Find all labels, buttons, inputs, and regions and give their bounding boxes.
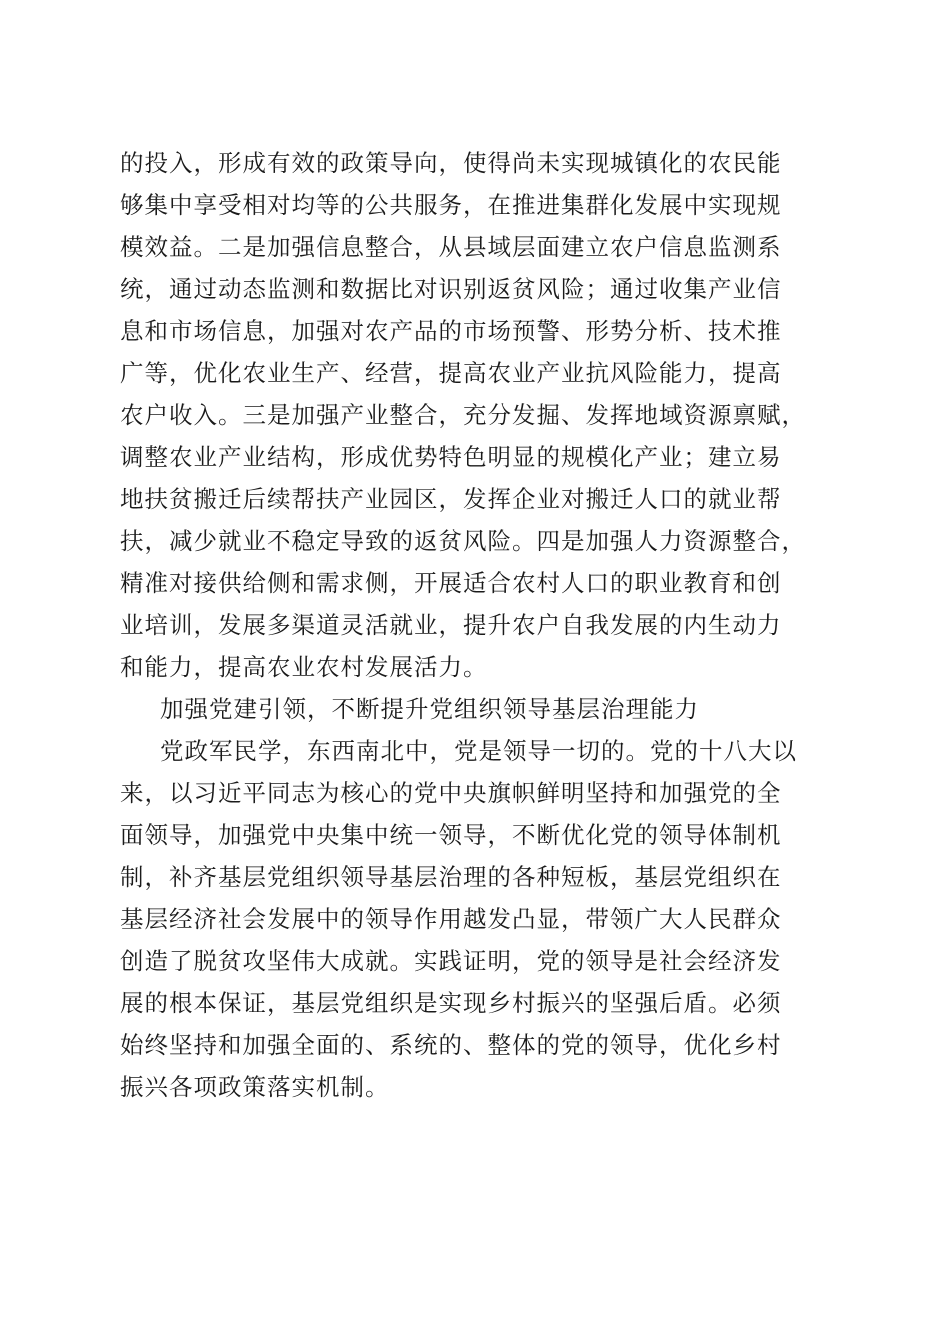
text-line: 展的根本保证，基层党组织是实现乡村振兴的坚强后盾。必须	[120, 989, 782, 1017]
text-line: 来，以习近平同志为核心的党中央旗帜鲜明坚持和加强党的全	[120, 779, 782, 807]
text-line: 始终坚持和加强全面的、系统的、整体的党的领导，优化乡村	[120, 1031, 782, 1059]
text-line: 广等，优化农业生产、经营，提高农业产业抗风险能力，提高	[120, 359, 782, 387]
text-line: 党政军民学，东西南北中，党是领导一切的。党的十八大以	[160, 737, 797, 765]
text-line: 振兴各项政策落实机制。	[120, 1073, 390, 1101]
text-line: 制，补齐基层党组织领导基层治理的各种短板，基层党组织在	[120, 863, 782, 891]
text-line: 统，通过动态监测和数据比对识别返贫风险；通过收集产业信	[120, 275, 782, 303]
text-line: 地扶贫搬迁后续帮扶产业园区，发挥企业对搬迁人口的就业帮	[120, 485, 782, 513]
text-line: 扶，减少就业不稳定导致的返贫风险。四是加强人力资源整合，	[120, 527, 806, 555]
section-heading: 加强党建引领，不断提升党组织领导基层治理能力	[160, 695, 699, 723]
text-line: 的投入，形成有效的政策导向，使得尚未实现城镇化的农民能	[120, 149, 782, 177]
text-line: 和能力，提高农业农村发展活力。	[120, 653, 488, 681]
text-line: 基层经济社会发展中的领导作用越发凸显，带领广大人民群众	[120, 905, 782, 933]
text-line: 农户收入。三是加强产业整合，充分发掘、发挥地域资源禀赋，	[120, 401, 806, 429]
text-line: 模效益。二是加强信息整合，从县域层面建立农户信息监测系	[120, 233, 782, 261]
text-line: 创造了脱贫攻坚伟大成就。实践证明，党的领导是社会经济发	[120, 947, 782, 975]
text-line: 调整农业产业结构，形成优势特色明显的规模化产业；建立易	[120, 443, 782, 471]
text-line: 业培训，发展多渠道灵活就业，提升农户自我发展的内生动力	[120, 611, 782, 639]
text-line: 息和市场信息，加强对农产品的市场预警、形势分析、技术推	[120, 317, 782, 345]
text-line: 面领导，加强党中央集中统一领导，不断优化党的领导体制机	[120, 821, 782, 849]
text-line: 够集中享受相对均等的公共服务，在推进集群化发展中实现规	[120, 191, 782, 219]
text-line: 精准对接供给侧和需求侧，开展适合农村人口的职业教育和创	[120, 569, 782, 597]
